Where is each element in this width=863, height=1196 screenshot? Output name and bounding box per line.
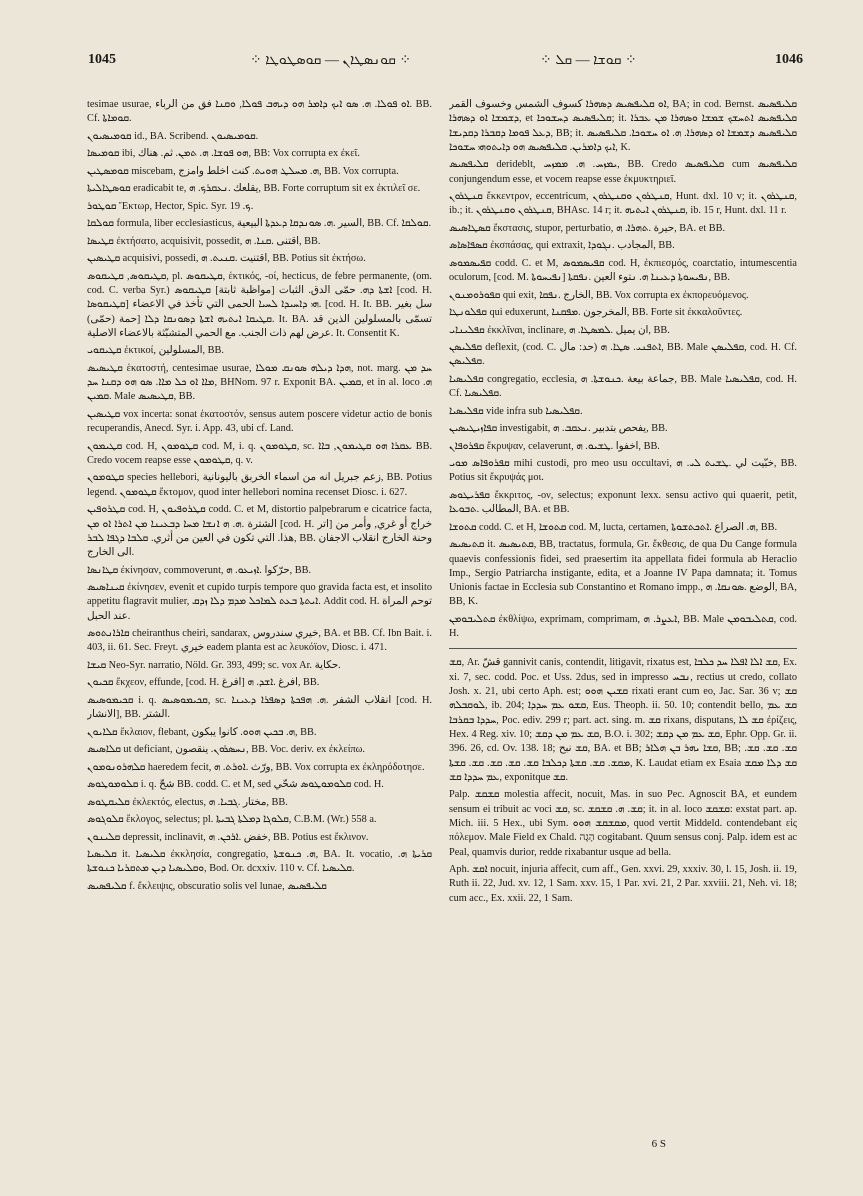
- dictionary-entry: ܩܘܠܩܐ formula, liber ecclesiasticus, السير .ܗ. ܣܘܢܕܩܐ ܕܥܕܬܐ البيعية, BB. Cf. ܩܘܠܩܐ.: [87, 218, 432, 230]
- dictionary-entry: ܩܘܣܛܐܠܝܬܐ eradicabit te, يقلعك .ܢܥܩܪܟ. ܗ, BB. Forte corruptum sit ex ἐκτιλεῖ σε.: [87, 183, 421, 195]
- dictionary-entry: ܩܟܝܘܢ ἔκχεον, effunde, [cod. H. افرغ] افرغ .ܐܫܕ. ܗ, BB.: [87, 677, 320, 689]
- dictionary-entry: ܩܠܝܦܣܝܣ f. ἔκλειψις, obscuratio solis vel lunae, ܩܠܝܦܣܝܣ: [87, 880, 327, 892]
- running-head-left: ⁘ ܩܘܢܣܛܐܢ — ܩܘܣܛܘܛܐ ⁘: [250, 53, 412, 68]
- dictionary-entry: ܩܬܘܫܐ codd. C. et H, ܩܬܘܫܐ cod. M, lucta, certamen, ܗ. الصراع .ܐܬܟܬܫܘܬܐ, BB.: [449, 521, 778, 533]
- dictionary-entry: ܩܛܝܣܐ ἐκτήσατο, acquisivit, possedit, اقتنى .ܩܢܐ. ܗ, BB.: [87, 235, 321, 247]
- dictionary-entry: ܩܠܐܝܘܢ ἔκλαιον, flebant, ܗ. ܒܟܝܢ ܗܘܘ. كانوا يبكون, BB.: [87, 726, 317, 738]
- dictionary-entry: ܩܬܠܝܒܘܡܢ ἐκθλίψω, exprimam, comprimam, ܐܥܨܪ. ܗ, BB. Male ܩܬܠܝܒܘܡܢ, cod. H.: [449, 613, 797, 640]
- dictionary-entry: Aph. ܐܩܫ nocuit, injuria affecit, cum aff., Gen. xxvi. 29, xxxiv. 30, l. 15, Josh. ii. 19, Ruth ii. 22, Jud. xv. 12, 1 Sam. xxv. 15, 1 Par. xvi. 21, 2 Par. xxviii. 21, Neh. vi. 18; cum acc., Ex. xxii. 22, 1 Sam.: [449, 864, 797, 904]
- dictionary-entry: ܩܛܘܡܘܢ species hellebori, زعم جبريل انه من اسماء الخربق باليونانية, BB. Potius legend. ܩܛܘܡܘܢ ἔκτομον, quod inter hellebori nomina recenset Diosc. i. 627.: [87, 472, 432, 498]
- dictionary-entry: ܩܦܠܝܢܐܝ ἐκκλῖναι, inclinare, ان يميل .ܠܡܣܛܐ. ܗ, BB.: [449, 324, 670, 336]
- dictionary-entry: ܩܛܝܩܘܝ ἐκτικοί, المسلولين, BB.: [87, 345, 224, 357]
- page-number-right: 1046: [775, 52, 803, 67]
- dictionary-entry: ܩܐܪܐܢܬܘܣ cheiranthus cheiri, sandarax, خيري سندروس, BA. et BB. Cf. Ibn Bait. i. 403, ii. 61. Sec. Freyt. خيري eadem planta est ac λευκόϊον, Diosc. i. 471.: [87, 628, 432, 654]
- running-head-right: ⁘ ܩܘܫܐ — ܩܠ ⁘: [540, 53, 637, 68]
- dictionary-entry: ܩܫ, Ar. قشّ gannivit canis, contendit, litigavit, rixatus est, ܩܫ ܐܠܐ ܐܦܠܐ ܚܕ ܟܠܒܐ, Ex. xi. 7, sec. codd. Poc. et Uss. 2dus, sed in impresso ܢܒܚ, rectius ut credo, collato Josh. x. 21, ubi certo Aph. est; ܩܫܝܢ ܗܘܘ rixati erant cum eo, Jac. Sar. 36 v; ܩܫ ܠܘܩܒܠܗ, ib. 204; ܩܫܘ ܥܡ ܚܕܕܐ, Eus. Theoph. ii. 50. 10; contendit bello, ܩܫ ܥܡ ܚܕܕܐ ܒܩܪܒܐ, Poc. ediv. 299 r; part. act. sing. m. ܩܫ rixans, disputans, ܩܫ ܠܐ ἐρίζεις, Hex. 4 Reg. xiv. 10; ܩܫ ܥܡ ܡܢ ܕܩܫ, B.O. i. 302; ܩܫ ܥܡ ܡܢ ܕܩܫ, Ephr. Opp. Gr. ii. 396. 26, cd. Ov. 138. 18; ܩܫ نبح, BA. et BB; ܩܫܐ ܝܗܪ ܒܢ ܗܠܐܪ, BB; ܩܫ. ܩܫ. ܩܫ. ܡܩܫ. ܩܫ. ܩܫܬܐ ܕܟܠܒܐ ܩܫ. ܩܫ. ܩܫ. ܩܫ. ܩܫܬܐ, K. Laudat etiam ex Esaia ܩܫ ܕܠܐ ܡܩܫ ܥܡ ܚܕܕܐ ܩܫ, exponitque ܩܫ.: [449, 657, 797, 783]
- dictionary-entry: ܩܛܝܣܝܣ ἑκατοστή, centesimae usurae, ܗܕܐ ܕܝܠܗ ܣܘܢܩ ܡܘܠܐ, not. marg. ܚܕ ܡܢ ܡܐܐ ܐܘ ܟܠ ܡܐܐ. ܣܘ ܗܘ ܕܩܢܐ ܚܕ, BHNom. 97 r. Exponit BA. ܩܡܝܢ, et in al. loco ܗ. ܩܡܝܢ. Male ܩܛܝܣܝܣ, BB.: [87, 362, 432, 403]
- dictionary-entry: ܐܘ ܩܠܝܦܣܝܣ ܕܣܗܪܐ كسوف الشمس وخسوف القمر, BA; in cod. Bernst. ܩܠܝܦܣܝܣ ܕܫܡܫܐ ܐܘ ܕܣܗܪܐ, et ܩܠܝܦܣܝܣ ܕܚܫܘܟܐ; it. ܩܠܝܦܣܝܣ ܐܬܚܫܟ ܫܡܫܐ ܘܣܗܪܐ ܡܢ ܥܒܪܐ ܕܥܠ ܦܘܡܐ ܕܩܒܪܐ ܕܩܕܝܫܐ, BB; it. ܩܠܝܦܣܝܣ ܕܫܡܫܐ ܐܘ ܕܣܗܪܐ. ܗ. ܐܘ ܚܫܘܟܐ. ܩܠܝܦܣܝܣ ܐܝܟ ܕܐܡܪܝܢ. ܩܠܝܦܣܝܣ ܗܘ ܕܐܝܬܘܗܝ ܚܫܘܟܐ, K.: [449, 99, 797, 153]
- dictionary-entry: ܩܢܛܪܘܢ ἔκκεντρον, eccentricum, ܩܢܛܪܘܢ ܘܩܢܛܪܘܢ, Hunt. dxl. 10 v; it. ܩܢܛܪܘܢ, ib.; it. ܩܢܛܪܘܢ ܘܩܢܛܪܘܢ, BHAsc. 14 r; it. ܩܢܛܪܘܢ ܐܝܬܝܗ, ib. 15 r, Hunt. dxl. 11 r.: [449, 191, 797, 217]
- section-divider: [449, 648, 797, 649]
- dictionary-entry: ܩܟܝܡܘܣܝܣ i. q. ܩܟܝܡܘܣܝܣ, sc. انقلاب الشفر .ܗ. ܗܦܟܬܐ ܕܣܦܪܐ ܕܥܝܢܐ [cod. H. الانشار], BB. الشتر.: [87, 694, 432, 721]
- dictionary-entry: ܩܦܪܘܦܐܣ ܡܘܝ mihi custodi, pro meo usu occultavi, خبّيت لي .ܛܫܝܬ ܠܝ. ܗ, BB. Potius sit ἔκρυψάς μοι.: [449, 458, 797, 484]
- dictionary-entry: ܩܘܡܣܛܝܢ miscebam, ܗ. ܡܚܠܛ ܗܘܝܬ. كنت اخلط وامزج, BB. Vox corrupta.: [87, 165, 399, 177]
- dictionary-entry: ܩܦܠܝܣܢ deflexit, (cod. C. حد: مال) ܐܬܦܢܝ. ܣܛܐ. ܗ, BB. Male ܩܦܠܝܣܢ, cod. H. Cf. ܩܦܠܝܣܢ.: [449, 342, 797, 368]
- dictionary-entry: ܩܘܡܝܣܐ ibi, ܗܘ ܦܘܫܐ. ܗ. ܬܡܢ. ثم. هناك, BB: Vox corrupta ex ἐκεῖ.: [87, 148, 360, 160]
- dictionary-entry: ܩܠܝܦܣܝܣ derideblt, ܝܡܙܚ. ܗ. ܡܡܙܚ, BB. Credo ܩܠܝܦܣܝܣ cum ܩܠܝܦܣܝܣ conjungendum esse, et vocem reapse esse ἐκμυκτηριεῖ.: [449, 159, 797, 185]
- dictionary-entry: ܩܛܝܣܝܢ vox incerta: sonat ἑκατοστόν, sensus autem poscere videtur actio de bonis recuperandis, Anecd. Syr. i. App. 43, ubi cf. Land.: [87, 408, 432, 435]
- dictionary-entry: ܩܠܝܣܝܐ it. ܩܠܝܣܝܐ ἐκκλησία, congregatio, ܗ. ܟܢܘܫܬܐ, BA. It. vocatio, ܩܪܝܬܐ ܗ. ܘܩܠܝܣܝܐ ܕܝܢ ܡܬܩܪܝܐ ܟܢܘܫܬܐ, Bod. Or. dcxxiv. 110 v. Cf. ܩܠܝܣܝܐ.: [87, 849, 432, 875]
- page-header: [0, 52, 863, 76]
- dictionary-entry: ܩܦܝܣܡܘܣ codd. C. et M, ܩܦܝܣܡܘܣ cod. H, ἐκπιεσμός, coarctatio, intumescentia oculorum, [cod. M. ܢܦܝܚܘܬܐ] ܢܦܝܚܘܬܐ ܕܥܝܢܐ ܗ. ܢتوء العين .ܢܦܩܬܐ, BB.: [449, 257, 797, 284]
- dictionary-entry: ܩܠܝܢܘܢ depressit, inclinavit, خفض .ܐܪܟܢ. ܗ, BB. Potius est ἔκλινον.: [87, 831, 369, 843]
- dictionary-entry: ܩܠܐܣܝܣ ut deficiant, ܢܚܣܪܘܢ. ينقصون, BB. Voc. deriv. ex ἐκλείπω.: [87, 744, 366, 756]
- dictionary-entry: ܩܦܠܘܢܛܐ qui eduxerunt, المخرجون .ܡܦܩܢܐ, BB. Forte sit ἐκκαλοῦντες.: [449, 307, 743, 319]
- dictionary-entry: tesimae usurae, ܐܘ ܦܘܠܐ. ܗ. ܣܘ ܐܝܟ ܕܐܡܪ ܗܘ ܕܝܗܒ ܦܘܠܐ, ܘܩܢܐ فق من الرباء. BB. Cf. ܩܘܡܐܬܐ.: [87, 99, 432, 125]
- dictionary-entry: ܩܦܐܙܝܛܝܣܝܢ investigabit, يفحص بتدبير .ܢܥܩܒ. ܗ, BB.: [449, 423, 668, 435]
- dictionary-entry: ܩܬܝܣܝܣ it. ܩܬܝܣܝܣ, BB, tractatus, formula, Gr. ἔκθεσις, de qua Du Cange formula quaevis confessionis fidei, sed praesertim ita appellata fidei formula ab Heraclio Imp., Sergio Patriarcha instigante, edita, et a Joanne IV Papa damnata; it. Tomus Unionis factae in Ecclesia sub Constantino et Romano impp., الوضع .ܣܘܢܩܐ. ܗ, BA, BB, K.: [449, 539, 797, 608]
- dictionary-entry: ܩܦܘܪܘܡܢܘܢ qui exit, الخارج .ܢܦܩܐ, BB. Vox corrupta ex ἐκπορευόμενος.: [449, 289, 749, 301]
- dictionary-entry: ܩܣܦܐܣܐܣ ἐκσπάσας, qui extraxit, المجادب .ܢܓܘܕܐ, BB.: [449, 240, 675, 252]
- dictionary-entry: ܩܛܝܩܘܣ, ܩܛܝܩܘܣ, pl. ܩܛܝܩܘܣ, ἑκτικός, -οί, hecticus, de febre permanente, (om. cod. C. verba Syr.) ܐܫܬܐ ܕܗ. حمّى الدق. الثبات [مواظبة ثابتة] ܩܛܝܩܘܣ [cod. H. ܩܛܝܩܘܣܐ] ܗܝ ܕܐܚܝܕܐ ܠܚܝܐ الحمى التي تأخذ في الاعضاء. [cod. H. It. BB. سل بغير حمة (حمّى)] ܩܛܝܩܐ ܐܝܬܝܗ ܐܫܬܐ ܕܣܘܢܩܐ ܕܠܐ. It. BA. تسمّى بالمسلولين الذين قد عرض لهم ذات الجنب. مع الحمي المتشبّثة بالاعضاء الاصلية. It. Consentit K.: [87, 270, 432, 339]
- dictionary-entry: ܩܣܛܐܣܝܣ ἔκστασις, stupor, perturbatio, حيرة .ܬܗܪܐ. ܗ, BA. et BB.: [449, 222, 726, 234]
- dictionary-entry: ܩܠܗܪܘܢܘܡܘܢ haeredem fecit, ورّث .ܐܘܪܬ. ܗ, BB. Vox corrupta ex ἐκληρόδοτησε.: [87, 761, 425, 773]
- dictionary-entry: ܩܛܐܢܣܐ ἐκίνησαν, commoverunt, حرّكوا .ܐܙܝܥܘ. ܗ, BB.: [87, 564, 312, 576]
- left-column: [87, 98, 432, 1158]
- right-column: [449, 98, 797, 1158]
- dictionary-entry: ܩܛܝܡܘܢ cod. H, ܩܛܘܡܘܢ cod. M, i. q. ܩܛܘܡܘܢ, sc. ܥܩܪܐ ܗܘ ܩܛܝܡܘܢ, ܒܐܐ BB. Credo vocem reapse esse ܩܛܘܡܘܢ, q. v.: [87, 440, 432, 466]
- page-number-left: 1045: [88, 52, 116, 67]
- dictionary-entry: ܩܠܝܩܛܘܣ ἐκλεκτός, electus, مختار .ܓܒܝܐ. ܗ, BB.: [87, 796, 288, 808]
- dictionary-entry: ܩܝܫܐ Neo-Syr. narratio, Nöld. Gr. 393, 499; sc. vox Ar. حكاية.: [87, 659, 341, 671]
- dictionary-entry: Palp. ܩܫܩܫ molestia affecit, nocuit, Mas. in suo Pec. Agnoscit BA, et eundem sensum ei tribuit ac voci ܩܫ, sc. ܩܫ. ܗ. ܩܫܩܫ; it. in al. loco ܩܫܩܫ: exstat part. ap. Mich. iii. 5 Hex., ubi Sym. ܡܩܫܩܫ ܗܘܘ, quod vertit Middeld. contendebant εἰς πόλεμον. Male Field ex Chald. הָגָה cogitabant. Quum sensus conj. Palp. idem est ac Peal, quamvis durior, redde rixabantur usque ad bella.: [449, 789, 797, 858]
- dictionary-entry: ܩܦܠܝܣܝܐ vide infra sub ܩܦܠܝܣܝܐ.: [449, 405, 583, 417]
- dictionary-entry: ܩܛܝܣܝܢ acquisivi, possedi, اقتنيت .ܩܢܝܬ. ܗ, BB. Potius sit ἐκτήσω.: [87, 253, 366, 265]
- dictionary-entry: ܩܠܘܡܘܛܘܣ i. q. شحّ BB. codd. C. et M, sed ܩܠܘܡܘܛܘܣ شحّي cod. H.: [87, 779, 384, 791]
- dictionary-entry: ܩܘܛܘܪ Ἕκτωρ, Hector, Spic. Syr. ܟ. 19.: [87, 200, 254, 212]
- dictionary-entry: ܩܦܪܘܦܐܢ ἔκρυψαν, celaverunt, اخفوا .ܛܫܝܘ. ܗ, BB.: [449, 440, 660, 452]
- dictionary-entry: ܩܦܠܝܣܝܐ congregatio, ecclesia, جماعة بيعة .ܟܢܘܫܬܐ. ܗ, BB. Male ܩܦܠܝܣܝܐ, cod. H. Cf. ܩܦܠܝܣܝܐ.: [449, 373, 797, 400]
- dictionary-entry: ܩܝܢܐܣܝܣ ἐκίνησεν, evenit et cupido turpis tempore quo gravida facta est, et insolito appetitu flagravit mulier, ܐܝܬܬܐ ܒܥܬ ܠܡܐܟܠ ܡܕܡ ܕܠܐ ܙܕܩ. Addit cod. H. توحم المراة عند الحبل.: [87, 582, 432, 622]
- dictionary-entry: ܩܦܪܝܛܘܣ ἔκκριτος, -ον, selectus; exponunt lexx. sensu activo qui quaerit, petit, المطالب .ܬܒܘܥܐ, BA. et BB.: [449, 489, 797, 516]
- dictionary-entry: ܩܛܪܘܦܝܢ cod. H, ܩܛܪܘܦܝܘܢ codd. C. et M, distortio palpebrarum e cicatrice facta, الشترة .ܗ. ܗ ܐܢܫܐ ܡܚܐ ܕܒܥܝܢܐ ܡܢ ܐܬܪܐ ܐܘ ܡܢ [cod. H. اتر] خراج أو غري, وأمر من هذا. التي تكون في العين من أثري. ܩܠܒܐ ܕܓܦܐ ܠܒܪ, BB. وحنة الخارج انقلاب الاجفان الى الخارج.: [87, 504, 432, 559]
- signature-mark: 6 S: [651, 1138, 666, 1150]
- dictionary-entry: ܩܠܘܓܘܣ ἔκλογος, selectus; pl. ܩܠܘܓܐ ܕܡܠܬܐ ܓܒܝܬܐ, C.B.M. (Wr.) 558 a.: [87, 814, 377, 826]
- dictionary-entry: ܩܘܡܝܣܝܘܢ id., BA. Scribend. ܩܘܡܝܣܝܘܢ.: [87, 130, 259, 142]
